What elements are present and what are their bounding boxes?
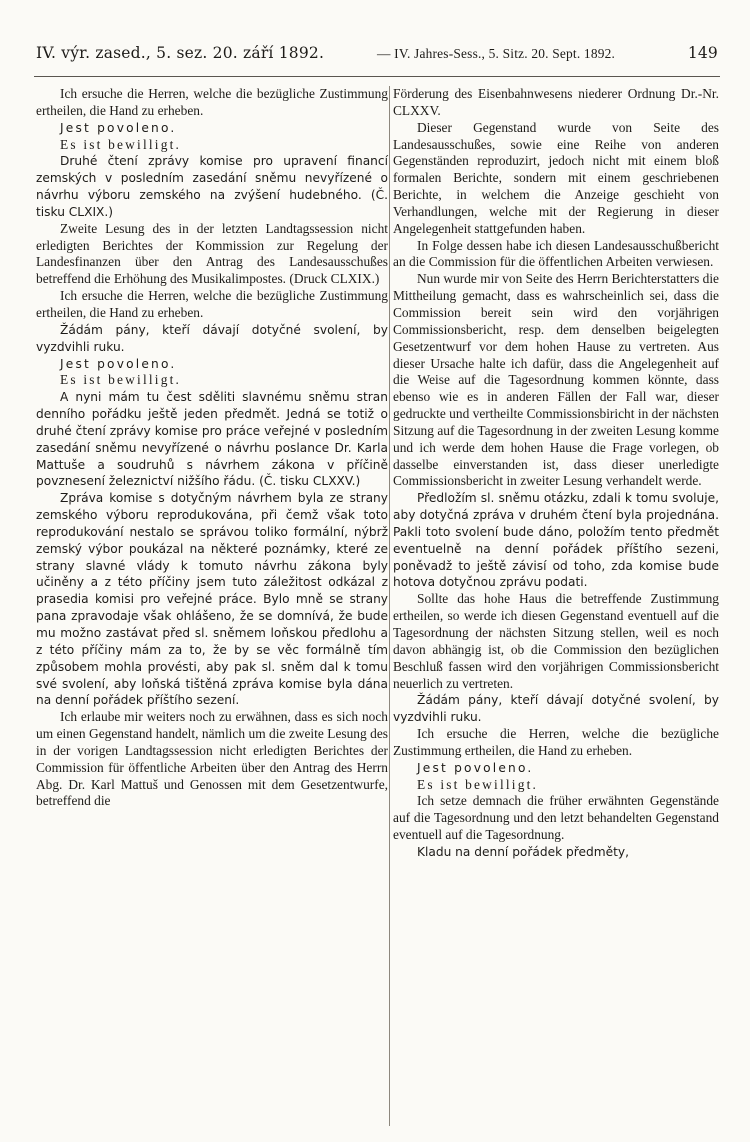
paragraph: Zpráva komise s dotyčným návrhem byla ze strany zemského výboru reprodukována, při čemž však toto reprodukování nestalo se správou toliko formální, nýbrž zemský výbor poukázal na některé poznámky, které ze strany slavné vlády k tomuto návrhu zákona byly učiněny a z této příčiny jsem tuto záležitost odkázal z prasedia komisi pro veřejné práce. Bylo mně se strany pana zpravodaje však ohlášeno, že se domnívá, že bude mu možno zastávat před sl. sněmem loňskou předlohu a z této příčiny mám za to, že by se věc formálně tím způsobem mohla provésti, aby pak sl. sněm dal k tomu své svolení, aby loňská tištěná zpráva komise byla dána na denní pořádek příštího sezení.	[36, 491, 388, 708]
paragraph: In Folge dessen habe ich diesen Landesausschußbericht an die Commission für die öffentlichen Arbeiten verwiesen.	[393, 237, 719, 270]
paragraph: Ich ersuche die Herren, welche die bezügliche Zustimmung ertheilen, die Hand zu erheben.	[393, 726, 719, 758]
paragraph: Sollte das hohe Haus die betreffende Zustimmung ertheilen, so werde ich diesen Gegenstand eventuell auf die Tagesordnung der nächsten Sitzung stellen, weil es noch davon abhängig ist, ob die Commission den bezüglichen Beschluß fassen wird den vorjährigen Commissionsbericht neuerlich zu vertreten.	[393, 591, 719, 691]
header-german: — IV. Jahres-Sess., 5. Sitz. 20. Sept. 1892.	[377, 46, 616, 61]
paragraph: Nun wurde mir von Seite des Herrn Berichterstatters die Mittheilung gemacht, dass es wahrscheinlich sei, dass die Commission bereit sein wird den vorjährigen Commissionsbericht, resp. dem denselben beigelegten Gesetzentwurf vor dem hohen Hause zu vertreten. Aus dieser Ursache halte ich dafür, dass die Angelegenheit auf die Weise auf die Tagesordnung kommen könnte, dass ebenso wie es in anderen Fällen der Fall war, dieser gedruckte und vertheilte Commissionsbiricht in der nächsten Sitzung auf die Tagesordnung in der zweiten Lesung komme und ich werde dem hohen Hause die Frage vorlegen, ob dasselbe einverstanden ist, dass dieser unerledigte Commissionsbericht in zweiter Lesung verhandelt werde.	[393, 271, 719, 489]
vote-result-czech: Jest povoleno.	[417, 760, 534, 775]
vote-result-german: Es ist bewilligt.	[60, 136, 182, 152]
header-rule	[34, 76, 720, 77]
paragraph: Ich setze demnach die früher erwähnten Gegenstände auf die Tagesordnung und den letzt behandelten Gegenstand eventuell auf die Tagesordnung.	[393, 793, 719, 843]
running-header	[36, 44, 718, 72]
paragraph: Kladu na denní pořádek předměty,	[417, 844, 629, 859]
vote-result-german: Es ist bewilligt.	[60, 372, 182, 388]
paragraph: Ich ersuche die Herren, welche die bezügliche Zustimmung ertheilen, die Hand zu erheben.	[36, 86, 388, 118]
vote-result-czech: Jest povoleno.	[60, 356, 177, 371]
paragraph: Žádám pány, kteří dávají dotyčné svolení, by vyzdvihli ruku.	[36, 322, 388, 354]
column-divider	[389, 86, 390, 1126]
paragraph: Ich ersuche die Herren, welche die bezügliche Zustimmung ertheilen, die Hand zu erheben.	[36, 288, 388, 320]
vote-result-german: Es ist bewilligt.	[417, 776, 539, 792]
paragraph: A nyni mám tu čest sděliti slavnému sněmu stran denního pořádku ještě jeden předmět. Jedná se totiž o druhé čtení zprávy komise pro práce veřejné v posledním zasedání sněmu nevyřízené o návrhu poslance Dr. Karla Mattuše a soudruhů s návrhem zákona v příčině povznesení železnictví nižšího řádu. (Č. tisku CLXXV.)	[36, 390, 388, 489]
left-column	[36, 86, 388, 1126]
paragraph: Předložím sl. sněmu otázku, zdali k tomu svoluje, aby dotyčná zpráva v druhém čtení byla projednána. Pakli toto svolení bude dáno, položím tento předmět eventuelně na denní pořádek příštího sezeni, poněvadž to ještě závisí od toho, zda komise bude hotova dotyčnou zprávu podati.	[393, 491, 719, 590]
page-number: 149	[687, 44, 718, 62]
right-column	[393, 86, 719, 1126]
header-czech: IV. výr. zased., 5. sez. 20. září 1892.	[36, 44, 325, 62]
paragraph: Zweite Lesung des in der letzten Landtagssession nicht erledigten Berichtes der Kommission zur Regelung der Landesfinanzen über den Antrag des Landesausschußes betreffend die Erhöhung des Musikalimpostes. (Druck CLXIX.)	[36, 220, 388, 287]
paragraph: Žádám pány, kteří dávají dotyčné svolení, by vyzdvihli ruku.	[393, 693, 719, 725]
paragraph: Dieser Gegenstand wurde von Seite des Landesausschußes, sowie eine Reihe von anderen Gegenständen reproduzirt, jedoch nicht mit einem bloß formalen Berichte, sondern mit einem geschriebenen Berichte, in welchem die Anzeige geschieht von Verhandlungen, welche mit der Regierung in dieser Angelegenheit stattgefunden haben.	[393, 119, 719, 236]
paragraph: Druhé čtení zprávy komise pro upravení financí zemských v posledním zasedání sněmu nevyřízené o návrhu výboru zemského na zvýšení hudebného. (Č. tisku CLXIX.)	[36, 154, 388, 219]
vote-result-czech: Jest povoleno.	[60, 120, 177, 135]
paragraph: Ich erlaube mir weiters noch zu erwähnen, dass es sich noch um einen Gegenstand handelt, nämlich um die zweite Lesung des in der vorigen Landtagssession nicht erledigten Berichtes der Commission für öffentliche Arbeiten über den Antrag des Herrn Abg. Dr. Karl Mattuš und Genossen mit dem Gesetzentwurfe, betreffend die	[36, 709, 388, 809]
paragraph: Förderung des Eisenbahnwesens niederer Ordnung Dr.-Nr. CLXXV.	[393, 86, 719, 118]
